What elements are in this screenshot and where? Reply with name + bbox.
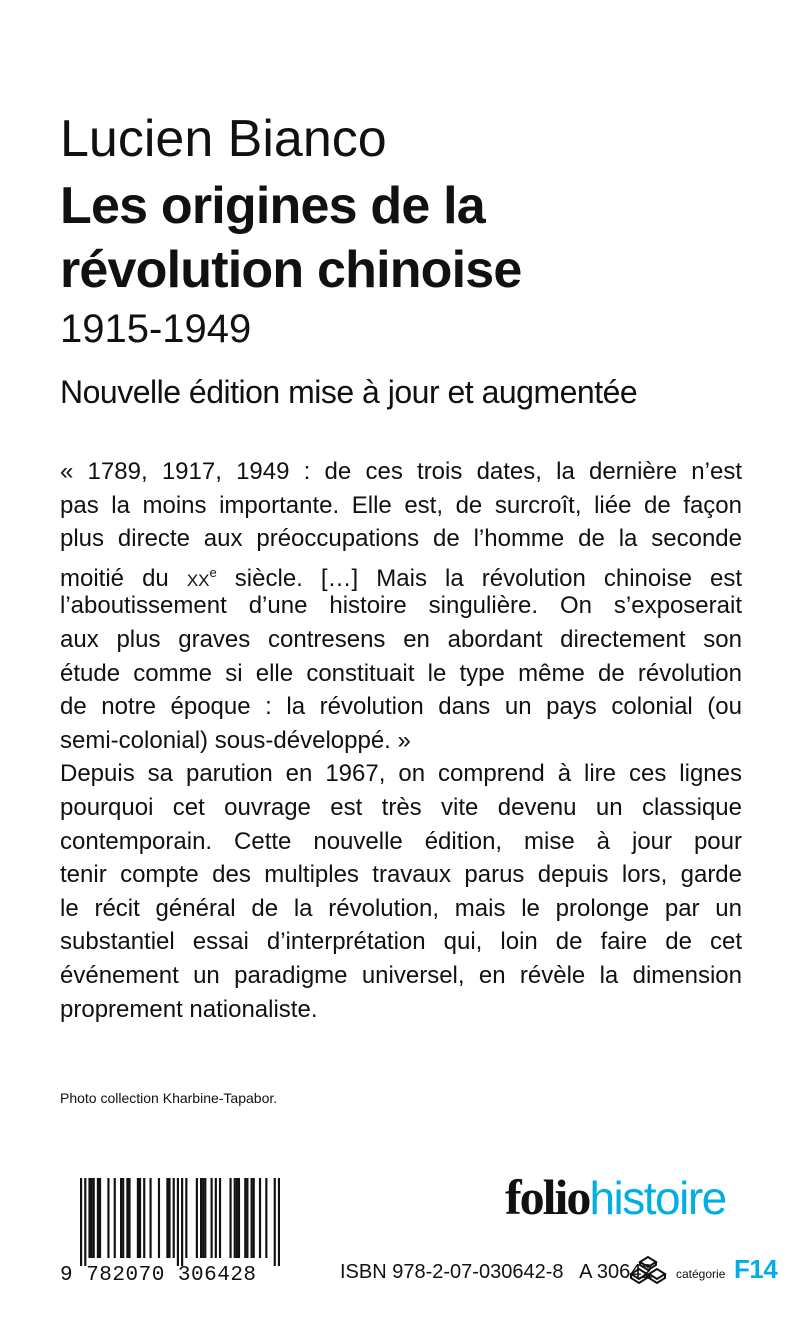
barcode-bar [107,1178,109,1258]
barcode-bar [114,1178,116,1258]
barcode-bar [200,1178,202,1258]
logo-histoire: histoire [589,1172,726,1224]
blurb-line: le récit général de la révolution, mais le prolonge par un [60,894,742,922]
barcode-bar [251,1178,253,1258]
barcode-bar [219,1178,221,1258]
barcode-bars [80,1178,280,1266]
barcode-bar [139,1178,141,1258]
blurb-line: étude comme si elle constituait le type même de révolution [60,659,742,687]
logo-folio: folio [505,1169,590,1225]
blurb-line: Depuis sa parution en 1967, on comprend à lire ces lignes [60,760,742,788]
barcode-bar [93,1178,95,1258]
category-code: F14 [734,1254,778,1284]
barcode-bar [122,1178,124,1258]
blurb-line: proprement nationaliste. [60,995,318,1023]
author-name: Lucien Bianco [60,110,387,168]
barcode-bar [168,1178,170,1258]
book-title [60,174,522,302]
barcode-bar [236,1178,238,1258]
blurb-line: pas la moins importante. Elle est, de surcroît, liée de façon [60,491,742,519]
blurb-line: semi-colonial) sous-développé. » [60,726,411,754]
barcode-bar [80,1178,82,1266]
blurb-text: moitié du [60,564,187,592]
blurb-line: contemporain. Cette nouvelle édition, mise à jour pour [60,827,742,855]
category-label: catégorie [676,1267,726,1281]
barcode-bar [126,1178,128,1258]
folio-histoire-logo [505,1168,726,1238]
barcode-bar [253,1178,255,1258]
barcode-bar [259,1178,261,1258]
blurb-line: événement un paradigme universel, en révèle la dimension [60,961,742,989]
barcode-bar [84,1178,86,1266]
blurb-line: substantiel essai d’interprétation qui, loin de faire de cet [60,928,742,956]
back-cover-blurb [60,455,742,1026]
barcode-bar [149,1178,151,1258]
barcode-bar [97,1178,99,1258]
barcode-bar [181,1178,183,1266]
barcode-bar [238,1178,240,1258]
century-superscript: e [209,564,217,580]
barcode-digits: 9 782070 306428 [60,1264,257,1287]
barcode-bar [196,1178,198,1258]
barcode-bar [204,1178,206,1258]
blurb-line: aux plus graves contresens en abordant directement son [60,625,742,653]
blurb-line [60,556,742,590]
barcode-bar [274,1178,276,1266]
barcode-bar [177,1178,179,1266]
barcode-bar [128,1178,130,1258]
barcode-bar [166,1178,168,1258]
barcode-bar [91,1178,93,1258]
date-range: 1915-1949 [60,307,252,351]
barcode-bar [265,1178,267,1258]
barcode-bar [229,1178,231,1258]
publisher-code: A 30642 [579,1261,653,1283]
blurb-line: plus directe aux préoccupations de l’homme de la seconde [60,525,742,553]
barcode-bar [99,1178,101,1258]
blurb-line: de notre époque : la révolution dans un pays colonial (ou [60,693,742,721]
barcode-bar [158,1178,160,1258]
barcode-bar [244,1178,246,1258]
barcode-bar [88,1178,90,1258]
century-numeral: xx [186,564,210,592]
blurb-text: siècle. […] Mais la révolution chinoise est [216,564,742,592]
isbn-line [340,1260,652,1284]
barcode-bar [185,1178,187,1258]
blurb-line: « 1789, 1917, 1949 : de ces trois dates, la dernière n’est [60,458,742,485]
barcode-bar [120,1178,122,1258]
blurb-line: tenir compte des multiples travaux parus depuis lors, garde [60,861,742,889]
book-title-line-1: Les origines de la [60,177,485,235]
edition-subtitle: Nouvelle édition mise à jour et augmentée [60,374,638,410]
barcode-bar [234,1178,236,1258]
gallimard-books-icon [628,1254,668,1288]
barcode [60,1160,285,1290]
barcode-bar [143,1178,145,1258]
barcode-bar [211,1178,213,1258]
barcode-bar [246,1178,248,1258]
blurb-line: pourquoi cet ouvrage est très vite devenu un classique [60,793,742,821]
barcode-bar [215,1178,217,1258]
blurb-line: l’aboutissement d’une histoire singulière. On s’exposerait [60,592,742,620]
barcode-bar [173,1178,175,1258]
isbn: ISBN 978-2-07-030642-8 [340,1261,564,1283]
book-title-line-2: révolution chinoise [60,241,522,299]
barcode-bar [202,1178,204,1258]
barcode-bar [278,1178,280,1266]
photo-credit: Photo collection Kharbine-Tapabor. [60,1090,278,1106]
barcode-bar [137,1178,139,1258]
